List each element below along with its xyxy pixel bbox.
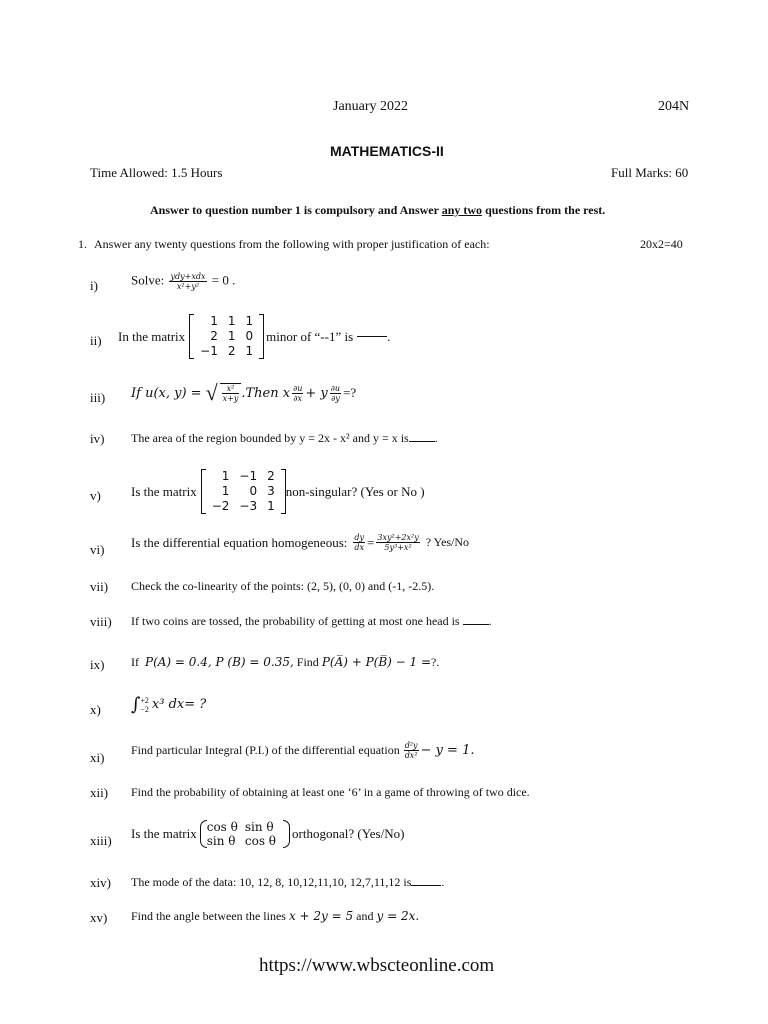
- item-text-after: non-singular? (Yes or No ): [285, 483, 425, 499]
- math-expression: x³ dx= ?: [151, 697, 207, 712]
- matrix-cell: 1: [245, 344, 254, 358]
- matrix-cell: sin θ: [244, 820, 274, 834]
- denominator: x+y: [222, 394, 239, 403]
- denominator: dx²: [404, 751, 418, 760]
- matrix-cell: 3: [267, 484, 275, 498]
- numerator: dy: [354, 533, 365, 542]
- matrix-row: [207, 499, 280, 514]
- item-text: Is the matrix: [131, 826, 197, 841]
- matrix-cell: 1: [221, 469, 230, 483]
- item-i: [131, 272, 235, 291]
- footer-url: https://www.wbscteonline.com: [259, 955, 495, 976]
- item-iii: [131, 380, 356, 406]
- item-number: xii): [90, 785, 109, 800]
- question-text: Answer any twenty questions from the following with proper justification of each:: [94, 237, 490, 251]
- math-end: =?: [343, 385, 357, 400]
- item-number: xiii): [90, 833, 112, 848]
- item-text: and: [356, 909, 374, 923]
- math-expression: .Then x: [241, 385, 291, 401]
- equals-sign: =: [367, 534, 375, 550]
- matrix: [200, 820, 290, 848]
- full-marks: Full Marks: 60: [611, 165, 689, 180]
- matrix-cell: −3: [239, 499, 258, 513]
- matrix-row: [207, 820, 283, 834]
- item-xiv: [131, 875, 444, 890]
- fraction: [404, 741, 419, 760]
- fraction: [169, 272, 206, 291]
- item-text-after: ? Yes/No: [425, 535, 470, 549]
- numerator: ∂u: [330, 383, 341, 393]
- numerator: ydy+xdx: [170, 272, 206, 281]
- fraction: [222, 384, 240, 403]
- upper-limit: +2: [140, 695, 149, 705]
- item-number: v): [90, 488, 101, 503]
- matrix: [201, 469, 286, 514]
- matrix-cell: 1: [221, 484, 230, 498]
- denominator: x²+y²: [176, 282, 200, 291]
- item-tail: = 0 .: [211, 272, 236, 288]
- matrix-row: [195, 344, 258, 359]
- matrix-cell: cos θ: [244, 834, 277, 848]
- matrix-row: [207, 834, 283, 848]
- fraction: [353, 533, 365, 552]
- matrix-cell: −1: [239, 469, 258, 483]
- matrix-cell: 1: [227, 314, 236, 328]
- item-text: Is the matrix: [131, 483, 197, 499]
- item-text: In the matrix: [118, 328, 186, 344]
- math-expression: P(A) = 0.4, P (B) = 0.35,: [145, 655, 294, 669]
- item-iv: [131, 431, 438, 446]
- item-number: ix): [90, 657, 105, 672]
- item-text: If two coins are tossed, the probability of getting at most one head is: [131, 614, 460, 628]
- math-expression: P(A̅) + P(B̅) − 1 =: [321, 655, 432, 669]
- item-number: iii): [90, 390, 106, 405]
- matrix-row: [195, 314, 258, 329]
- answer-blank: [411, 885, 441, 886]
- paper-code: 204N: [658, 99, 690, 114]
- denominator: ∂x: [293, 393, 303, 403]
- item-xv: [131, 909, 419, 924]
- item-xi: [131, 741, 474, 760]
- exam-date: January 2022: [333, 99, 409, 114]
- instruction-underlined: any two: [441, 203, 483, 217]
- item-text: The mode of the data: 10, 12, 8, 10,12,11,10, 12,7,11,12 is: [131, 875, 412, 889]
- numerator: ∂u: [293, 383, 303, 393]
- denominator: 5y³+x²: [384, 543, 412, 552]
- item-xii: Find the probability of obtaining at least one ‘6’ in a game of throwing of two dice.: [131, 785, 530, 799]
- question-marks: 20x2=40: [640, 237, 683, 251]
- matrix-cell: 1: [210, 314, 218, 328]
- item-number: x): [90, 702, 101, 717]
- matrix-cell: cos θ: [206, 820, 238, 834]
- instruction-text-1: Answer to question number 1 is compulsory and Answer: [150, 203, 442, 217]
- matrix-cell: 1: [267, 499, 275, 513]
- item-end: ?.: [431, 655, 440, 669]
- matrix-cell: 0: [245, 329, 254, 343]
- answer-blank: [357, 336, 387, 337]
- item-text: Is the differential equation homogeneous:: [131, 534, 348, 550]
- math-expression: − y = 1.: [420, 743, 475, 758]
- item-number: iv): [90, 431, 105, 446]
- denominator: ∂y: [331, 393, 340, 403]
- item-viii: [131, 614, 492, 629]
- item-end: .: [441, 875, 445, 889]
- item-v: [131, 469, 425, 514]
- item-text: Find the angle between the lines: [131, 909, 286, 923]
- matrix-row: [207, 484, 280, 499]
- item-ii: [118, 314, 390, 359]
- matrix-cell: −2: [211, 499, 230, 513]
- item-number: i): [90, 278, 98, 293]
- fraction: [330, 384, 341, 403]
- item-number: xiv): [90, 875, 111, 890]
- instruction-text-2: questions from the rest.: [482, 203, 606, 217]
- matrix-row: [195, 329, 258, 344]
- item-x: [131, 694, 206, 715]
- item-number: vi): [90, 542, 105, 557]
- item-text: Find particular Integral (P.I.) of the differential equation: [131, 743, 400, 757]
- math-expression: + y: [305, 385, 328, 401]
- item-vi: [131, 533, 469, 552]
- math-expression: x + 2y = 5: [288, 909, 354, 923]
- item-text: Solve:: [131, 272, 165, 288]
- integral-symbol: ∫: [131, 694, 141, 715]
- time-allowed: Time Allowed: 1.5 Hours: [90, 165, 223, 180]
- item-number: xi): [90, 750, 105, 765]
- item-number: xv): [90, 910, 108, 925]
- item-text: If: [131, 655, 139, 669]
- item-ix: [131, 655, 439, 670]
- matrix-cell: −1: [200, 344, 218, 358]
- numerator: 3xy²+2x²y: [377, 533, 419, 542]
- denominator: dx: [354, 543, 365, 552]
- lower-limit: −2: [140, 704, 149, 714]
- matrix-cell: 2: [267, 469, 275, 483]
- math-expression: If u(x, y) =: [131, 385, 202, 401]
- answer-blank: [463, 624, 489, 625]
- item-number: ii): [90, 333, 102, 348]
- matrix-row: [207, 469, 280, 484]
- question-number: 1.: [78, 237, 87, 251]
- matrix-cell: 0: [249, 484, 258, 498]
- item-end: .: [387, 328, 391, 344]
- item-text: The area of the region bounded by y = 2x - x² and y = x is: [131, 431, 409, 445]
- integral-limits: [140, 696, 149, 714]
- matrix-cell: 1: [227, 329, 236, 343]
- matrix: [189, 314, 264, 359]
- item-number: viii): [90, 614, 112, 629]
- subject-title: MATHEMATICS-II: [330, 143, 444, 159]
- item-end: .: [434, 431, 438, 445]
- fraction: [376, 533, 419, 552]
- numerator: x²: [222, 384, 240, 394]
- item-number: vii): [90, 579, 109, 594]
- item-text-after: orthogonal? (Yes/No): [292, 826, 405, 841]
- numerator: d²y: [404, 741, 418, 750]
- item-xiii: [131, 820, 404, 848]
- item-end: .: [488, 614, 492, 628]
- sqrt-symbol: √: [205, 380, 218, 405]
- instructions: [150, 203, 605, 218]
- matrix-cell: 1: [245, 314, 254, 328]
- matrix-cell: 2: [227, 344, 236, 358]
- item-text-after: minor of “--1” is: [266, 328, 354, 344]
- answer-blank: [409, 441, 435, 442]
- matrix-cell: 2: [210, 329, 218, 343]
- matrix-cell: sin θ: [206, 834, 236, 848]
- item-vii: Check the co-linearity of the points: (2, 5), (0, 0) and (-1, -2.5).: [131, 579, 435, 593]
- fraction: [292, 384, 303, 403]
- item-text: Find: [296, 655, 319, 669]
- math-expression: y = 2x.: [376, 909, 420, 923]
